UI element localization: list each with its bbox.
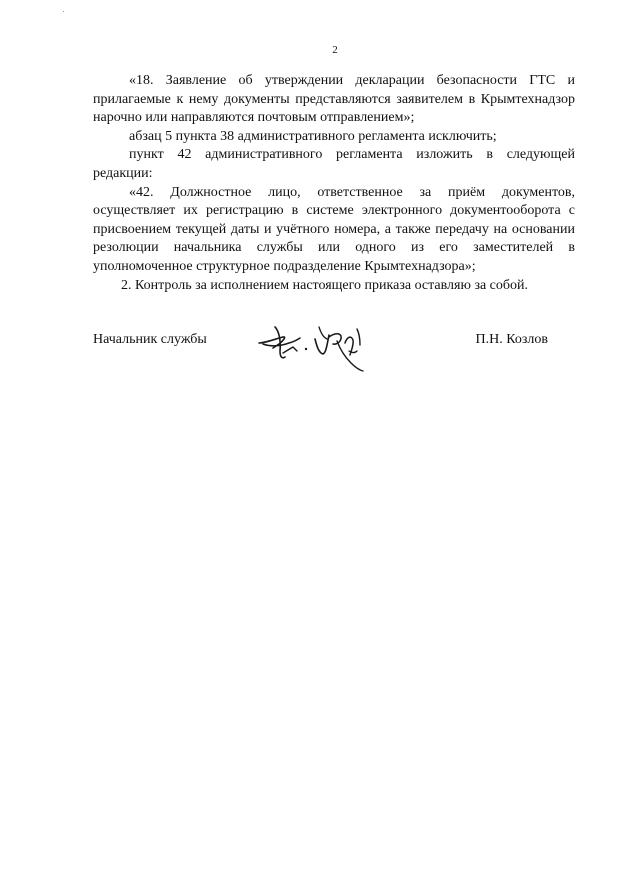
signature-block [93, 313, 575, 383]
paragraph-control-order: 2. Контроль за исполнением настоящего приказа оставляю за собой. [121, 277, 529, 293]
signer-name: П.Н. Козлов [475, 332, 548, 347]
signer-title: Начальник службы [93, 332, 207, 347]
page-number: 2 [332, 44, 338, 56]
paragraph-punkt-42-intro: пункт 42 административного регламента изложить в следующей редакции: [93, 147, 575, 181]
handwritten-signature [253, 313, 383, 375]
paragraph-clause-18: «18. Заявление об утверждении декларации безопасности ГТС и прилагаемые к нему документы представляются заявителем в Крымтехнадзор нарочно или направляются почтовым отправлением»; [93, 73, 575, 126]
paragraph-abzac-5-exclude: абзац 5 пункта 38 административного регламента исключить; [129, 128, 497, 144]
document-body [93, 72, 575, 295]
scan-speck [63, 11, 64, 12]
paragraph-clause-42: «42. Должностное лицо, ответственное за приём документов, осуществляет их регистрацию в системе электронного документооборота с присвоением текущей даты и учётного номера, а также передачу на основании резолюции начальника службы или одного из его заместителей в уполномоченное структурное подразделение Крымтехнадзора»; [93, 184, 575, 274]
